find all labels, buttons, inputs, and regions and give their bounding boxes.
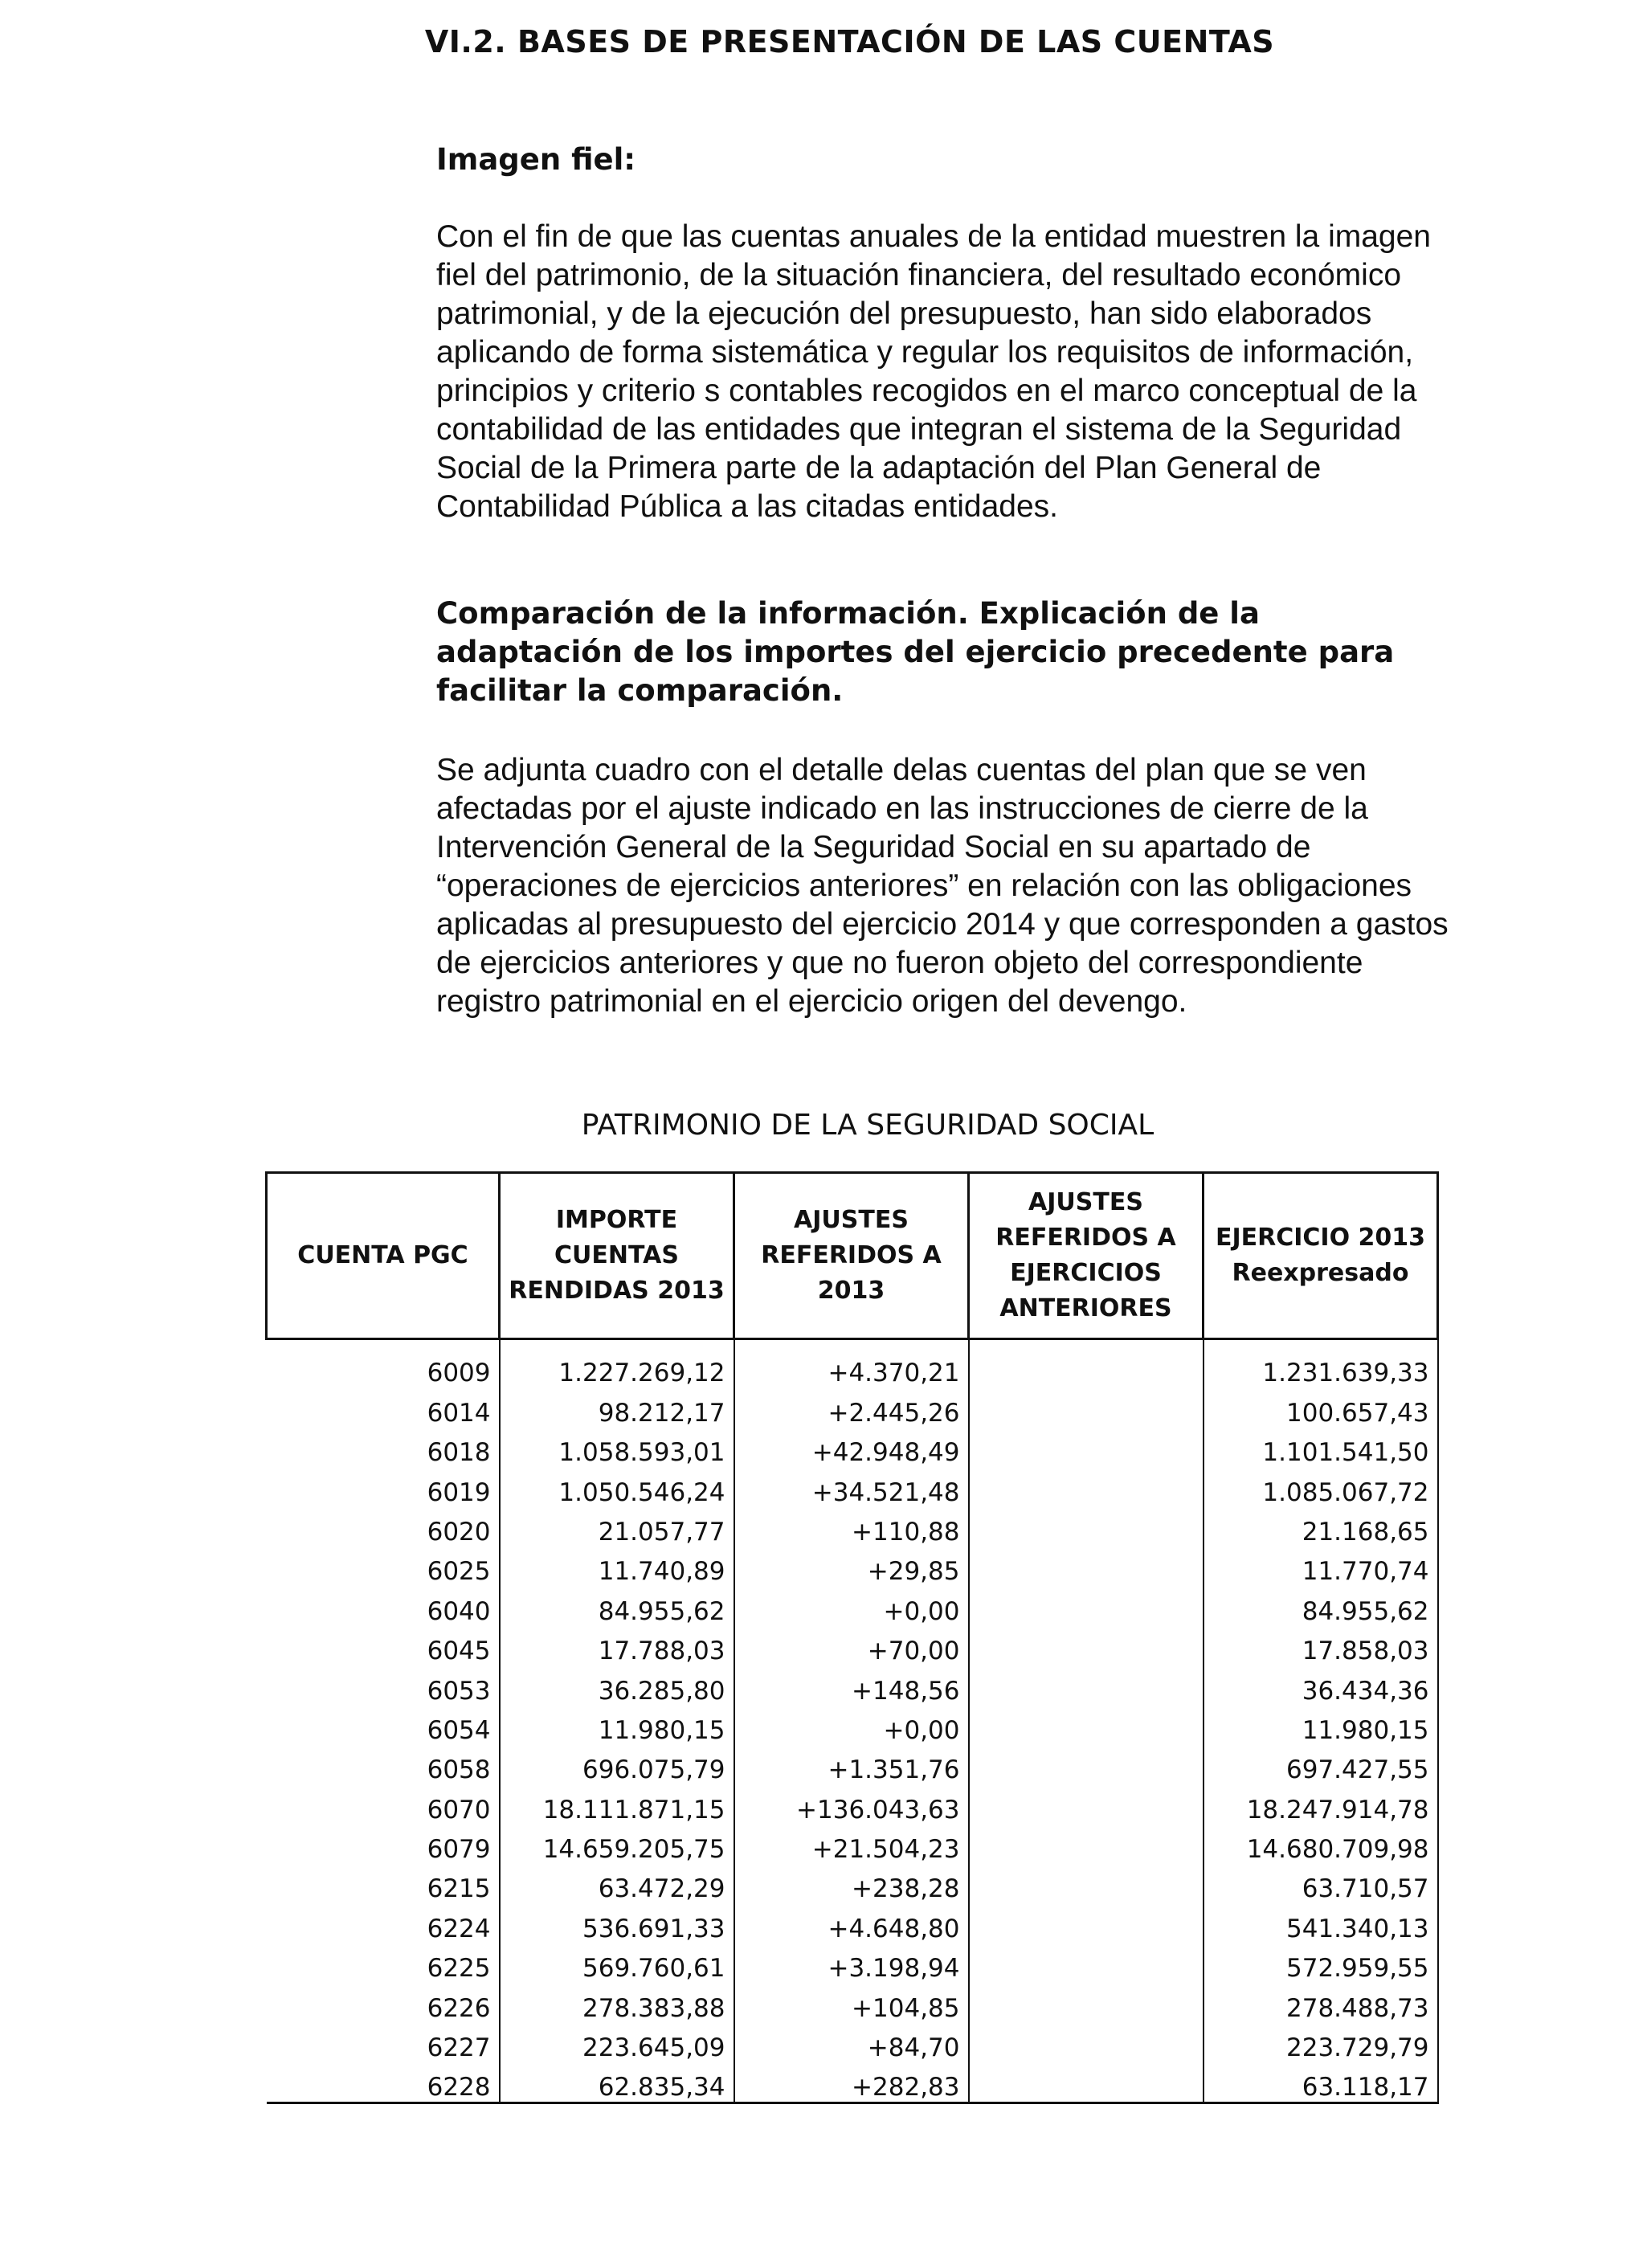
cell-ajustes-2013: +136.043,63 [734, 1784, 969, 1824]
cell-cuenta: 6226 [267, 1983, 500, 2022]
cell-importe: 14.659.205,75 [500, 1825, 734, 1864]
cell-cuenta: 6227 [267, 2023, 500, 2062]
section-heading-comparacion: Comparación de la información. Explicación de la adaptación de los importes del ejercicio precedente para facilitar la comparación. [436, 596, 1395, 708]
cell-cuenta: 6025 [267, 1547, 500, 1586]
table-row [267, 1745, 1438, 1784]
table-row [267, 1825, 1438, 1864]
cell-reexpresado: 14.680.709,98 [1204, 1825, 1438, 1864]
cell-cuenta: 6045 [267, 1626, 500, 1665]
cell-ajustes-anteriores [969, 1387, 1204, 1427]
cell-cuenta: 6215 [267, 1864, 500, 1903]
cell-reexpresado: 541.340,13 [1204, 1903, 1438, 1943]
cell-ajustes-2013: +70,00 [734, 1626, 969, 1665]
cell-reexpresado: 697.427,55 [1204, 1745, 1438, 1784]
cell-cuenta: 6054 [267, 1706, 500, 1745]
patrimonio-table [265, 1171, 1439, 2104]
cell-cuenta: 6070 [267, 1784, 500, 1824]
cell-importe: 63.472,29 [500, 1864, 734, 1903]
cell-ajustes-2013: +29,85 [734, 1547, 969, 1586]
cell-cuenta: 6014 [267, 1387, 500, 1427]
cell-cuenta: 6020 [267, 1507, 500, 1547]
table-row [267, 1339, 1438, 1388]
cell-ajustes-anteriores [969, 1339, 1204, 1388]
table-row [267, 2062, 1438, 2103]
cell-ajustes-anteriores [969, 1983, 1204, 2022]
cell-ajustes-anteriores [969, 1745, 1204, 1784]
cell-ajustes-2013: +4.370,21 [734, 1339, 969, 1388]
table-row [267, 1943, 1438, 1983]
table-row [267, 1507, 1438, 1547]
cell-ajustes-anteriores [969, 1507, 1204, 1547]
section-text-comparacion: Se adjunta cuadro con el detalle delas cuentas del plan que se ven afectadas por el ajuste indicado en las instrucciones de cierre de la Intervención General de la Seguridad Social en su apartado de “operaciones de ejercicios anteriores” en relación con las obligaciones aplicadas al presupuesto del ejercicio 2014 y que corresponden a gastos de ejercicios anteriores y que no fueron objeto del correspondiente registro patrimonial en el ejercicio origen del devengo. [436, 753, 1449, 1019]
cell-importe: 62.835,34 [500, 2062, 734, 2103]
cell-reexpresado: 63.118,17 [1204, 2062, 1438, 2103]
cell-importe: 17.788,03 [500, 1626, 734, 1665]
cell-ajustes-anteriores [969, 1626, 1204, 1665]
cell-ajustes-2013: +4.648,80 [734, 1903, 969, 1943]
table-row [267, 1665, 1438, 1705]
cell-ajustes-2013: +2.445,26 [734, 1387, 969, 1427]
cell-reexpresado: 223.729,79 [1204, 2023, 1438, 2062]
cell-reexpresado: 100.657,43 [1204, 1387, 1438, 1427]
cell-importe: 223.645,09 [500, 2023, 734, 2062]
cell-reexpresado: 63.710,57 [1204, 1864, 1438, 1903]
table-row [267, 1864, 1438, 1903]
cell-ajustes-anteriores [969, 1586, 1204, 1625]
cell-ajustes-anteriores [969, 1547, 1204, 1586]
cell-ajustes-2013: +34.521,48 [734, 1467, 969, 1506]
section-heading-imagen-fiel: Imagen fiel: [436, 142, 636, 177]
cell-ajustes-2013: +110,88 [734, 1507, 969, 1547]
cell-ajustes-anteriores [969, 2023, 1204, 2062]
table-row [267, 1547, 1438, 1586]
cell-ajustes-anteriores [969, 1943, 1204, 1983]
cell-importe: 1.058.593,01 [500, 1428, 734, 1467]
cell-ajustes-anteriores [969, 1825, 1204, 1864]
table-caption: PATRIMONIO DE LA SEGURIDAD SOCIAL [581, 1109, 1154, 1142]
cell-importe: 84.955,62 [500, 1586, 734, 1625]
cell-cuenta: 6225 [267, 1943, 500, 1983]
column-header-reexpresado: EJERCICIO 2013 Reexpresado [1204, 1173, 1438, 1339]
cell-reexpresado: 17.858,03 [1204, 1626, 1438, 1665]
table-row [267, 1784, 1438, 1824]
cell-cuenta: 6228 [267, 2062, 500, 2103]
cell-reexpresado: 1.101.541,50 [1204, 1428, 1438, 1467]
cell-reexpresado: 572.959,55 [1204, 1943, 1438, 1983]
cell-ajustes-2013: +3.198,94 [734, 1943, 969, 1983]
cell-cuenta: 6224 [267, 1903, 500, 1943]
cell-importe: 569.760,61 [500, 1943, 734, 1983]
table-row [267, 1903, 1438, 1943]
cell-ajustes-anteriores [969, 2062, 1204, 2103]
cell-ajustes-2013: +84,70 [734, 2023, 969, 2062]
table-row [267, 1467, 1438, 1506]
cell-ajustes-2013: +0,00 [734, 1706, 969, 1745]
column-header-importe: IMPORTE CUENTAS RENDIDAS 2013 [500, 1173, 734, 1339]
cell-ajustes-2013: +104,85 [734, 1983, 969, 2022]
cell-importe: 11.740,89 [500, 1547, 734, 1586]
cell-reexpresado: 36.434,36 [1204, 1665, 1438, 1705]
table-header-row [267, 1173, 1438, 1339]
cell-ajustes-2013: +1.351,76 [734, 1745, 969, 1784]
cell-ajustes-2013: +282,83 [734, 2062, 969, 2103]
cell-cuenta: 6019 [267, 1467, 500, 1506]
cell-importe: 1.050.546,24 [500, 1467, 734, 1506]
table-body [267, 1339, 1438, 2103]
cell-ajustes-anteriores [969, 1864, 1204, 1903]
cell-importe: 36.285,80 [500, 1665, 734, 1705]
cell-cuenta: 6079 [267, 1825, 500, 1864]
table-row [267, 1983, 1438, 2022]
cell-ajustes-2013: +21.504,23 [734, 1825, 969, 1864]
table-row [267, 2023, 1438, 2062]
cell-cuenta: 6009 [267, 1339, 500, 1388]
cell-reexpresado: 1.085.067,72 [1204, 1467, 1438, 1506]
table-row [267, 1706, 1438, 1745]
cell-importe: 18.111.871,15 [500, 1784, 734, 1824]
table-row [267, 1626, 1438, 1665]
cell-ajustes-2013: +42.948,49 [734, 1428, 969, 1467]
cell-reexpresado: 278.488,73 [1204, 1983, 1438, 2022]
cell-ajustes-anteriores [969, 1665, 1204, 1705]
cell-ajustes-anteriores [969, 1428, 1204, 1467]
cell-cuenta: 6053 [267, 1665, 500, 1705]
cell-importe: 98.212,17 [500, 1387, 734, 1427]
table-row [267, 1428, 1438, 1467]
section-text-imagen-fiel: Con el fin de que las cuentas anuales de la entidad muestren la imagen fiel del patrimonio, de la situación financiera, del resultado económico patrimonial, y de la ejecución del presupuesto, han sido elaborados aplicando de forma sistemática y regular los requisitos de información, principios y criterio s contables recogidos en el marco conceptual de la contabilidad de las entidades que integran el sistema de la Seguridad Social de la Primera parte de la adaptación del Plan General de Contabilidad Pública a las citadas entidades. [436, 219, 1431, 524]
cell-reexpresado: 21.168,65 [1204, 1507, 1438, 1547]
page-title: VI.2. BASES DE PRESENTACIÓN DE LAS CUENTAS [424, 24, 1275, 59]
cell-ajustes-anteriores [969, 1903, 1204, 1943]
column-header-cuenta: CUENTA PGC [267, 1173, 500, 1339]
cell-cuenta: 6058 [267, 1745, 500, 1784]
cell-reexpresado: 1.231.639,33 [1204, 1339, 1438, 1388]
cell-ajustes-2013: +238,28 [734, 1864, 969, 1903]
cell-ajustes-2013: +148,56 [734, 1665, 969, 1705]
cell-cuenta: 6018 [267, 1428, 500, 1467]
cell-cuenta: 6040 [267, 1586, 500, 1625]
cell-importe: 536.691,33 [500, 1903, 734, 1943]
cell-reexpresado: 11.980,15 [1204, 1706, 1438, 1745]
table-row [267, 1586, 1438, 1625]
cell-reexpresado: 18.247.914,78 [1204, 1784, 1438, 1824]
cell-reexpresado: 84.955,62 [1204, 1586, 1438, 1625]
cell-ajustes-anteriores [969, 1467, 1204, 1506]
cell-reexpresado: 11.770,74 [1204, 1547, 1438, 1586]
cell-importe: 21.057,77 [500, 1507, 734, 1547]
cell-importe: 1.227.269,12 [500, 1339, 734, 1388]
cell-importe: 278.383,88 [500, 1983, 734, 2022]
cell-ajustes-anteriores [969, 1784, 1204, 1824]
cell-ajustes-2013: +0,00 [734, 1586, 969, 1625]
cell-ajustes-anteriores [969, 1706, 1204, 1745]
table-row [267, 1387, 1438, 1427]
cell-importe: 696.075,79 [500, 1745, 734, 1784]
cell-importe: 11.980,15 [500, 1706, 734, 1745]
column-header-ajustes-anteriores: AJUSTES REFERIDOS A EJERCICIOS ANTERIORES [969, 1173, 1204, 1339]
column-header-ajustes-2013: AJUSTES REFERIDOS A 2013 [734, 1173, 969, 1339]
